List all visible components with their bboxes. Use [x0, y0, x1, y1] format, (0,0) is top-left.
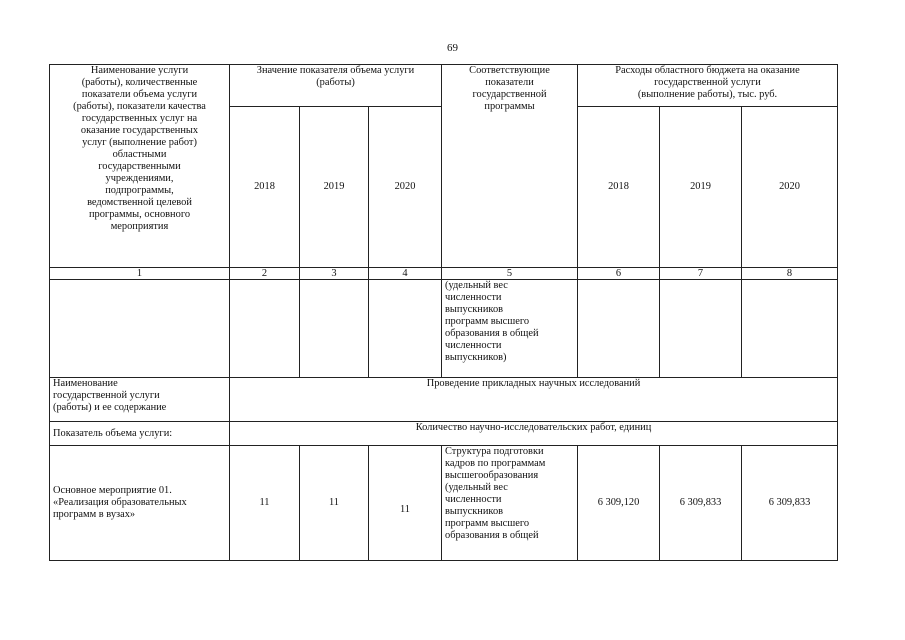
header-row-1 [50, 65, 838, 107]
header-volume-2018: 2018 [230, 107, 300, 268]
volume-indicator-label: Показатель объема услуги: [50, 422, 230, 446]
header-volume-2020: 2020 [369, 107, 442, 268]
main-event-label: Основное мероприятие 01. «Реализация образовательных программ в вузах» [50, 446, 230, 561]
volume-indicator-value: Количество научно-исследовательских работ, единиц [230, 422, 838, 446]
empty-cell [742, 280, 838, 378]
main-event-expense-2020: 6 309,833 [742, 446, 838, 561]
main-event-expense-2018: 6 309,120 [578, 446, 660, 561]
continuation-indicator-text: (удельный вес численности выпускников программ высшего образования в общей численности выпускников) [442, 280, 578, 378]
main-event-indicator-text: Структура подготовки кадров по программам высшегообразования (удельный вес численности выпускников программ высшего образования в общей [442, 446, 578, 561]
header-expense-2019: 2019 [660, 107, 742, 268]
column-number: 4 [369, 268, 442, 280]
header-expense-2018: 2018 [578, 107, 660, 268]
empty-cell [578, 280, 660, 378]
budget-table [49, 64, 838, 561]
empty-cell [300, 280, 369, 378]
empty-cell [50, 280, 230, 378]
empty-cell [230, 280, 300, 378]
continuation-row [50, 280, 838, 378]
column-number: 1 [50, 268, 230, 280]
main-event-expense-2019: 6 309,833 [660, 446, 742, 561]
column-number: 5 [442, 268, 578, 280]
empty-cell [369, 280, 442, 378]
main-event-volume-2018: 11 [230, 446, 300, 561]
empty-cell [660, 280, 742, 378]
service-name-label: Наименование государственной услуги (работы) и ее содержание [50, 378, 230, 422]
header-expense-group: Расходы областного бюджета на оказание государственной услуги (выполнение работы), тыс. руб. [578, 65, 838, 107]
column-number: 6 [578, 268, 660, 280]
column-number: 7 [660, 268, 742, 280]
header-volume-2019: 2019 [300, 107, 369, 268]
column-number: 3 [300, 268, 369, 280]
service-name-row [50, 378, 838, 422]
header-service-name: Наименование услуги (работы), количественные показатели объема услуги (работы), показатели качества государственных услуг на оказание государственных услуг (выполнение работ) областными государственными учреждениями, подпрограммы, ведомственной целевой программы, основного мероприятия [50, 65, 230, 268]
header-expense-2020: 2020 [742, 107, 838, 268]
header-program-indicators: Соответствующие показатели государственной программы [442, 65, 578, 268]
volume-indicator-row [50, 422, 838, 446]
header-volume-group: Значение показателя объема услуги (работы) [230, 65, 442, 107]
page-number: 69 [447, 42, 458, 54]
main-event-row [50, 446, 838, 561]
column-number: 8 [742, 268, 838, 280]
main-event-volume-2019: 11 [300, 446, 369, 561]
main-event-volume-2020: 11 [369, 446, 442, 561]
column-numbers-row [50, 268, 838, 280]
column-number: 2 [230, 268, 300, 280]
service-name-value: Проведение прикладных научных исследований [230, 378, 838, 422]
